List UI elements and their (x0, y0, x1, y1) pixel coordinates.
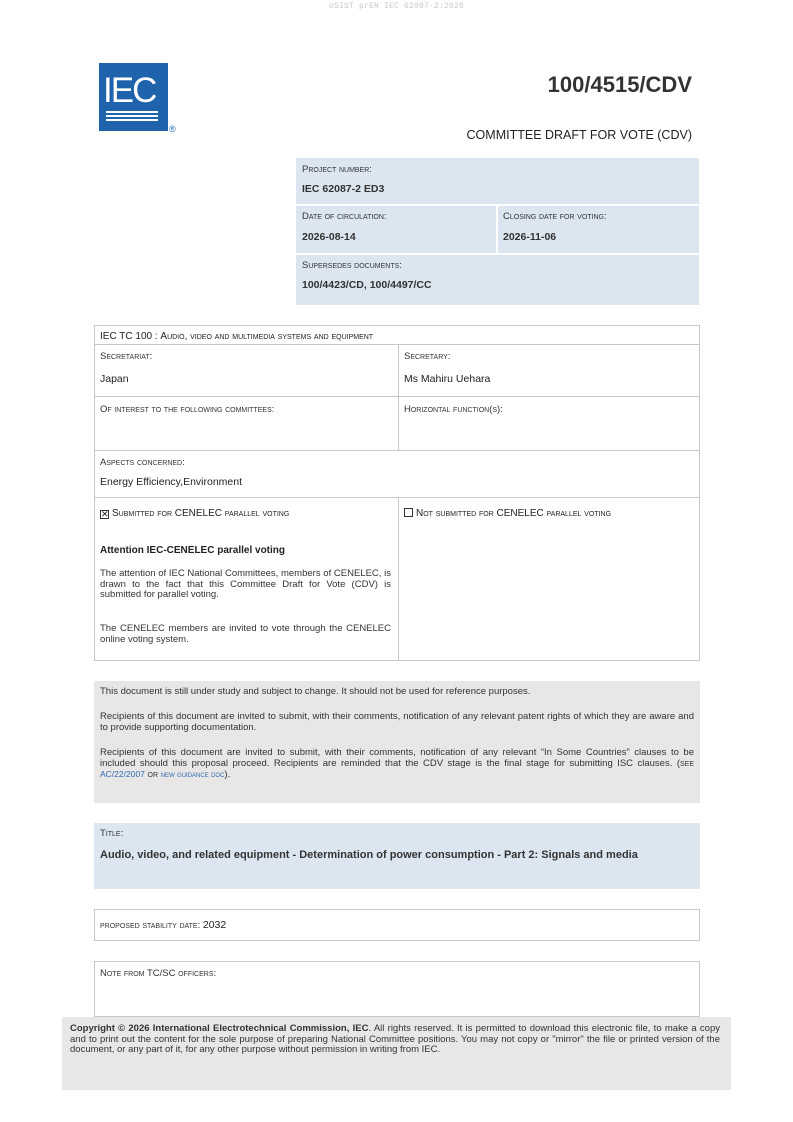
ac-22-2007-link[interactable]: AC/22/2007 (100, 769, 145, 779)
secretary-value: Ms Mahiru Uehara (404, 373, 491, 385)
secretary-label: Secretary: (404, 351, 451, 362)
not-submitted-option[interactable] (404, 508, 611, 519)
submitted-option[interactable] (100, 508, 289, 519)
see-text: see (679, 758, 694, 769)
aspects-label: Aspects concerned: (100, 457, 185, 468)
document-title: Audio, video, and related equipment - Determination of power consumption - Part 2: Signals and media (100, 849, 638, 861)
submitted-label: Submitted for CENELEC parallel voting (112, 508, 290, 519)
project-number-label: Project number: (302, 164, 372, 175)
checked-box-icon[interactable]: ✕ (101, 509, 109, 519)
unchecked-box-icon[interactable] (404, 508, 413, 517)
title-label: Title: (100, 828, 124, 839)
aspects-value: Energy Efficiency,Environment (100, 476, 243, 488)
not-submitted-label: Not submitted for CENELEC parallel voting (416, 508, 612, 519)
copyright-rest: . All rights reserved. It is permitted to download this electronic file, to make a copy and to print out the content for the sole purpose of preparing National Committee positions. You may not copy or "mirror" the file or printed version of the document, or any part of it, for any other purpose without permission in writing from IEC. (70, 1023, 720, 1055)
closing-date-label: Closing date for voting: (503, 211, 607, 222)
document-number: 100/4515/CDV (547, 72, 692, 97)
stability-row (100, 919, 226, 931)
stability-label: proposed stability date: (100, 920, 203, 931)
supersedes-label: Supersedes documents: (302, 260, 402, 271)
supersedes-value: 100/4423/CD, 100/4497/CC (302, 279, 432, 291)
attention-paragraph-2: The CENELEC members are invited to vote through the CENELEC online voting system. (100, 623, 391, 645)
notice-paragraph-2: Recipients of this document are invited to submit, with their comments, notification of any relevant patent rights of which they are aware and to provide supporting documentation. (100, 711, 694, 733)
logo-lines (106, 109, 158, 121)
iec-logo (99, 63, 168, 131)
secretariat-label: Secretariat: (100, 351, 153, 362)
watermark: oSIST prEN IEC 62087-2:2026 (328, 2, 465, 11)
project-number-value: IEC 62087-2 ED3 (302, 183, 385, 195)
committee-table (94, 325, 700, 661)
notice-block (94, 681, 700, 803)
stability-value: 2032 (202, 919, 227, 931)
document-type: COMMITTEE DRAFT FOR VOTE (CDV) (466, 128, 692, 142)
registered-mark: ® (169, 124, 176, 134)
interest-label: Of interest to the following committees: (100, 404, 275, 415)
attention-heading: Attention IEC-CENELEC parallel voting (100, 545, 286, 556)
attention-paragraph-1: The attention of IEC National Committees, members of CENELEC, is drawn to the fact that this Committee Draft for Vote (CDV) is submitted for parallel voting. (100, 568, 391, 600)
notice-p3-text: Recipients of this document are invited to submit, with their comments, notification of any relevant “In Some Countries” clauses to be included should this proposal proceed. Recipients are reminded that the CDV stage is the final stage for submitting ISC clauses. ( (100, 747, 694, 769)
committee-name (100, 331, 373, 342)
notice-p3-end: ). (224, 769, 231, 780)
copyright-bold: Copyright © 2026 International Electrotechnical Commission, IEC (70, 1023, 369, 1034)
notice-paragraph-3 (100, 747, 694, 780)
horizontal-label: Horizontal function(s): (404, 404, 503, 415)
secretariat-value: Japan (100, 373, 129, 385)
copyright-text (70, 1024, 720, 1056)
or-text: or (144, 769, 161, 780)
circulation-date-label: Date of circulation: (302, 211, 387, 222)
new-guidance-doc-link[interactable]: new guidance doc (160, 769, 225, 779)
committee-tc: IEC TC 100 : (100, 331, 161, 342)
note-label: Note from TC/SC officers: (100, 968, 217, 979)
circulation-date-value: 2026-08-14 (302, 231, 356, 243)
logo-text: IEC (103, 71, 156, 110)
notice-paragraph-1: This document is still under study and subject to change. It should not be used for reference purposes. (100, 686, 531, 697)
committee-title: Audio, video and multimedia systems and equipment (160, 331, 374, 342)
closing-date-value: 2026-11-06 (503, 231, 557, 243)
